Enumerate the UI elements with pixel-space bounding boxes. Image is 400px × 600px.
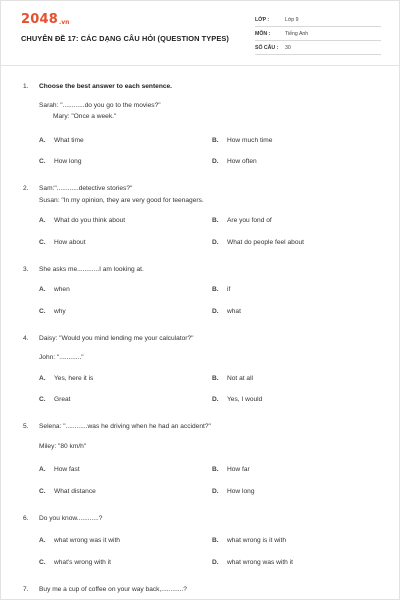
question-text: She asks me............I am looking at. [39,266,144,273]
option-text: why [54,308,66,315]
option-letter: C. [39,239,46,246]
option-letter: A. [39,466,46,473]
worksheet-header [1,1,400,65]
option-letter: B. [212,217,219,224]
dialogue-line: Sarah: "............do you go to the movies?" [39,102,161,109]
option-letter: A. [39,375,46,382]
question-number: 7. [23,586,29,593]
option-text: How far [227,466,250,473]
site-logo[interactable] [21,13,69,27]
option-text: How long [227,488,255,495]
option-letter: B. [212,466,219,473]
option-letter: A. [39,217,46,224]
option-letter: D. [212,396,219,403]
dialogue-line: John: "............" [39,354,84,361]
option-text: How about [54,239,86,246]
option-letter: A. [39,286,46,293]
option-text: Great [54,396,71,403]
meta-row-subject [255,29,381,41]
option-text: How often [227,158,257,165]
meta-row-class [255,15,381,27]
question-text: Buy me a cup of coffee on your way back,............? [39,586,187,593]
meta-label: LỚP : [255,17,270,23]
option-letter: C. [39,488,46,495]
option-letter: B. [212,137,219,144]
option-letter: D. [212,239,219,246]
option-text: when [54,286,70,293]
dialogue-line: Susan: "In my opinion, they are very good for teenagers. [39,197,204,204]
question-text: Daisy: "Would you mind lending me your calculator?" [39,335,194,342]
meta-value: Lớp 9 [285,17,299,23]
option-text: How fast [54,466,80,473]
option-letter: B. [212,375,219,382]
option-text: Yes, here it is [54,375,94,382]
option-letter: C. [39,308,46,315]
option-text: What do people feel about [227,239,304,246]
option-letter: D. [212,488,219,495]
question-number: 2. [23,185,29,192]
option-text: Yes, I would [227,396,263,403]
option-text: what wrong was it with [54,537,120,544]
option-letter: B. [212,286,219,293]
option-text: What time [54,137,84,144]
option-letter: A. [39,537,46,544]
question-number: 3. [23,266,29,273]
meta-row-count [255,43,381,55]
option-text: if [227,286,231,293]
question-number: 5. [23,423,29,430]
option-text: what's wrong with it [54,559,111,566]
option-text: How long [54,158,82,165]
meta-label: SỐ CÂU : [255,45,279,51]
dialogue-line: Miley: "80 km/h" [39,443,87,450]
meta-value: Tiếng Anh [285,31,309,37]
option-letter: D. [212,158,219,165]
question-number: 6. [23,515,29,522]
question-number: 1. [23,83,29,90]
question-text: Do you know............? [39,515,103,522]
question-text: Selena: "............was he driving when he had an accident?" [39,423,211,430]
option-letter: C. [39,158,46,165]
option-letter: D. [212,308,219,315]
dialogue-line: Mary: "Once a week." [53,113,117,120]
option-text: Not at all [227,375,254,382]
logo-suffix-text: .vn [58,19,70,26]
option-letter: C. [39,559,46,566]
question-number: 4. [23,335,29,342]
option-letter: B. [212,537,219,544]
option-text: What do you think about [54,217,126,224]
logo-main-text: 2048 [21,12,58,27]
option-text: What distance [54,488,96,495]
option-text: what wrong is it with [227,537,286,544]
option-letter: C. [39,396,46,403]
question-text: Choose the best answer to each sentence. [39,83,173,90]
question-text: Sam:"............detective stories?" [39,185,133,192]
option-text: How much time [227,137,273,144]
option-text: what wrong was with it [227,559,293,566]
meta-value: 30 [285,45,291,51]
document-title: CHUYÊN ĐỀ 17: CÁC DẠNG CÂU HỎI (QUESTION TYPES) [21,34,229,43]
option-text: what [227,308,241,315]
option-letter: D. [212,559,219,566]
option-text: Are you fond of [227,217,272,224]
meta-label: MÔN : [255,31,271,37]
option-letter: A. [39,137,46,144]
header-divider [1,65,400,66]
